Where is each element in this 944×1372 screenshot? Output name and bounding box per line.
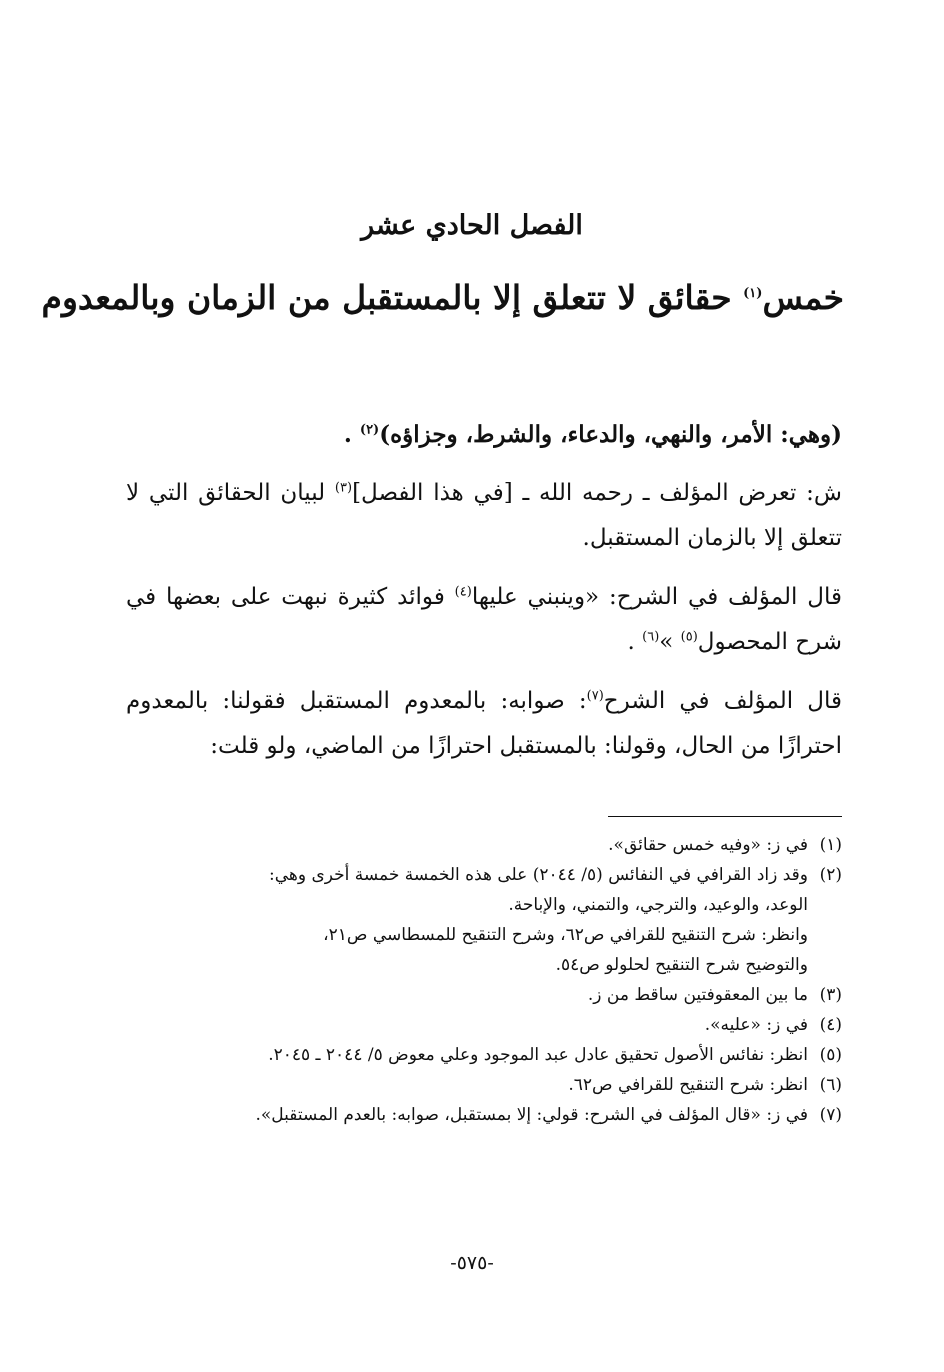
footnotes [126,830,842,1130]
footnote-ref-4[interactable]: (٤) [454,584,472,600]
footnote-line: وقد زاد القرافي في النفائس (٥/ ٢٠٤٤) على هذه الخمسة خمسة أخرى وهي: [268,865,808,885]
main-text [126,412,842,783]
footnote-line: الوعد، والوعيد، والترجي، والتمني، والإباحة. [508,895,808,915]
matn-paragraph [126,412,842,457]
heading-text-start: خمس [762,278,844,317]
footnote-line: انظر: نفائس الأصول تحقيق عادل عبد الموجود وعلي معوض ٥/ ٢٠٤٤ ـ ٢٠٤٥. [268,1045,808,1065]
footnote-line: في ز: «قال المؤلف في الشرح: قولي: إلا بمستقبل، صوابه: بالعدم المستقبل». [255,1105,808,1125]
footnote-line: ما بين المعقوفتين ساقط من ز. [587,985,808,1005]
footnote-divider [608,816,842,817]
footnote-line: في ز: «عليه». [704,1015,808,1035]
p1-text-a: ش: تعرض المؤلف ـ رحمه الله ـ [في هذا الفصل] [352,480,842,506]
footnote-6 [126,1070,842,1100]
p2-text-a: قال المؤلف في الشرح: «وينبني عليها [471,584,842,610]
footnote-line: انظر: شرح التنقيح للقرافي ص٦٢. [568,1075,808,1095]
footnote-line: وانظر: شرح التنقيح للقرافي ص٦٢، وشرح التنقيح للمسطاسي ص٢١، [323,925,808,945]
footnote-ref-1[interactable]: (١) [743,286,763,301]
footnote-ref-7[interactable]: (٧) [586,688,604,704]
footnote-line: في ز: «وفيه خمس حقائق». [608,835,808,855]
footnote-number: (٤) [819,1015,842,1035]
footnote-number: (٥) [819,1045,842,1065]
p2-text-b: فوائد كثيرة نبهت على بعضها في شرح المحصول [126,584,842,655]
matn-end: . [343,421,360,448]
commentary-paragraph-2 [126,575,842,665]
commentary-paragraph-3 [126,679,842,769]
p1-text-b: لبيان الحقائق التي لا تتعلق إلا بالزمان المستقبل. [126,480,842,551]
footnote-2 [126,860,842,980]
footnote-number: (٦) [819,1075,842,1095]
footnote-number: (١) [819,835,842,855]
footnote-4 [126,1010,842,1040]
chapter-title: الفصل الحادي عشر [361,210,583,241]
footnote-3 [126,980,842,1010]
footnote-ref-5[interactable]: (٥) [680,629,698,645]
p2-text-c: » [659,629,681,655]
commentary-paragraph-1 [126,471,842,561]
footnote-number: (٣) [819,985,842,1005]
p3-text-a: قال المؤلف في الشرح [603,688,842,714]
footnote-ref-6[interactable]: (٦) [642,629,660,645]
footnote-ref-2[interactable]: (٢) [359,422,380,438]
matn-text: (وهي: الأمر، والنهي، والدعاء، والشرط، وجزاؤه) [379,421,842,448]
p2-text-d: . [627,629,643,655]
footnote-line: والتوضيح شرح التنقيح لحلولو ص٥٤. [555,955,808,975]
footnote-number: (٢) [819,865,842,885]
footnote-5 [126,1040,842,1070]
section-heading [41,278,844,317]
p3-text-b: : صوابه: بالمعدوم المستقبل فقولنا: بالمعدوم احترازًا من الحال، وقولنا: بالمستقبل احترازًا من الماضي، ولو قلت: [126,688,842,759]
footnote-1 [126,830,842,860]
footnote-7 [126,1100,842,1130]
footnote-number: (٧) [819,1105,842,1125]
page-number: -٥٧٥- [450,1252,494,1274]
heading-text-end: حقائق لا تتعلق إلا بالمستقبل من الزمان وبالمعدوم [41,278,744,317]
footnote-ref-3[interactable]: (٣) [334,480,353,496]
